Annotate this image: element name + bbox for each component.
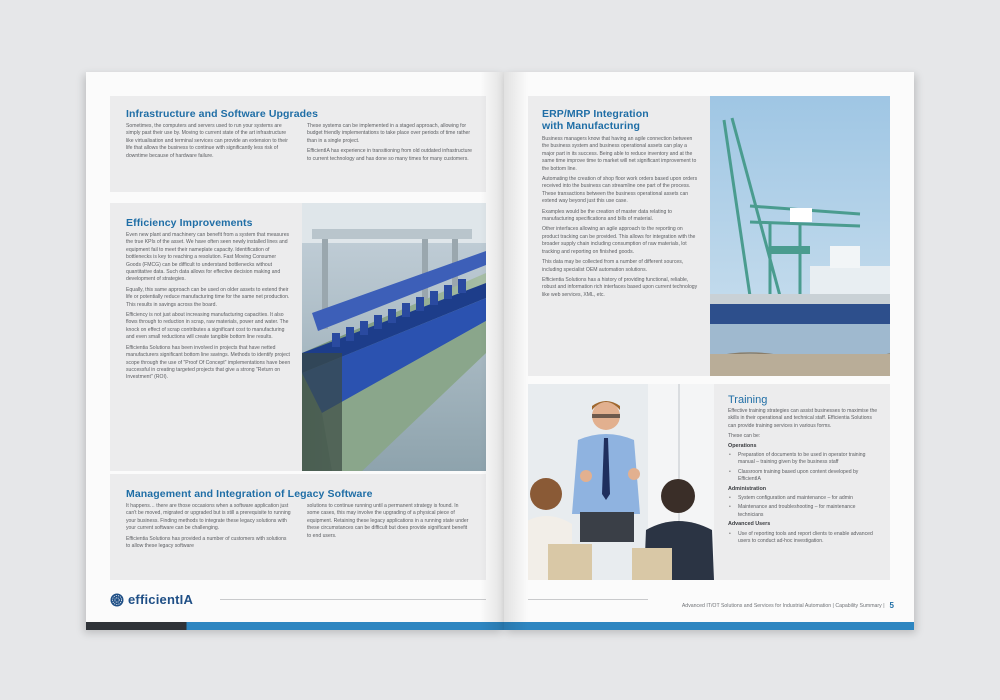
operations-list xyxy=(728,452,880,484)
list-item: • Use of reporting tools and report clients to enable advanced users to conduct ad-hoc investigation. xyxy=(728,531,880,546)
legacy-col2: solutions to continue running until a permanent strategy is found. In some cases, this may involve the upgrading of a physical piece of equipment. Retaining these legacy applications in a running state under these circumstances can be difficult but does provide significant benefit to end users. xyxy=(307,503,469,539)
erp-p2: Automating the creation of shop floor work orders based upon orders received into the business can streamline one part of the process. These transactions between the business operational assets can extend way beyond just this use case. xyxy=(542,176,698,205)
advanced-users-label: Advanced Users xyxy=(728,521,771,528)
erp-p1: Business managers know that having an agile connection between the business system and business operational assets can play a major part in its success. Being able to reduce inventory and at the same time improve time to market will net significant improvement to the bottom line. xyxy=(542,136,697,172)
legacy-col1-p1: It happens… there are those occasions when a software application just can't be moved, migrated or upgraded but is still a prerequisite to running your business. Finding methods to integrate these legacy solutions with your current software can be challenging. xyxy=(126,503,291,532)
administration-label: Administration xyxy=(728,485,767,492)
list-item: • Classroom training based upon content developed by EfficientIA xyxy=(728,469,880,484)
infrastructure-col1: Sometimes, the computers and servers used to run your systems are simply past their use by. Moving to current state of the art infrastructure like virtualisation and terminal services can provide an extension to their life that allows the business to continue with significantly less risk of downtime because of hardware failure. xyxy=(126,123,288,159)
logo-text: efficientIA xyxy=(128,592,194,607)
legacy-panel xyxy=(110,474,486,580)
erp-p5: This data may be collected from a number of different sources, including specialist OEM automation solutions. xyxy=(542,259,684,273)
efficiency-p3: Efficiency is not just about increasing manufacturing capacities. It also flows through to reduction in scrap, raw materials, power and water. The knock on effect of scrap contributes a significant cost to manufacturing and even small reductions will create tangible bottom line results. xyxy=(126,312,289,341)
erp-title-line1: ERP/MRP Integration xyxy=(542,108,649,120)
efficiency-title: Efficiency Improvements xyxy=(126,217,253,229)
operations-label: Operations xyxy=(728,442,757,449)
infrastructure-col2-p1: These systems can be implemented in a staged approach, allowing for budget friendly implementations to take place over periods of time rather than in a single project. xyxy=(307,123,471,144)
infrastructure-panel xyxy=(110,96,486,192)
left-page xyxy=(86,72,504,630)
erp-p6: Efficientia Solutions has a history of providing functional, reliable, robust and information rich interfaces based upon current technology like web services, XML, etc. xyxy=(542,276,698,298)
administration-list xyxy=(728,495,880,519)
brochure-spread xyxy=(86,72,914,630)
right-gutter-shadow xyxy=(504,72,528,630)
training-panel xyxy=(714,384,890,580)
erp-p4: Other interfaces allowing an agile approach to the reporting on product tracking can be provided. This allows for integration with the broader supply chain including consumption of raw materials, lot tracking and reporting on finished goods. xyxy=(542,226,696,255)
page-number: 5 xyxy=(889,601,894,610)
efficientia-logo xyxy=(110,592,193,607)
legacy-col1-p2: Efficientia Solutions has provided a number of customers with solutions to allow these legacy software xyxy=(126,535,287,550)
list-item: • Maintenance and troubleshooting – for maintenance technicians xyxy=(728,504,880,519)
infrastructure-col2-p2: EfficientIA has experience in transitioning from old outdated infrastructure to current technology and has done so many times for many customers. xyxy=(307,148,472,162)
efficiency-panel xyxy=(110,203,302,471)
right-footer-line xyxy=(528,599,648,600)
list-item: • System configuration and maintenance – for admin xyxy=(728,495,880,502)
left-footer-line xyxy=(220,599,486,600)
training-these: These can be: xyxy=(728,433,761,440)
list-item: • Preparation of documents to be used in operator training manual – training given by the business staff xyxy=(728,452,880,467)
port-crane-photo xyxy=(710,96,890,376)
bottling-line-photo xyxy=(302,203,486,471)
efficiency-p4: Efficientia Solutions has been involved in projects that have netted manufacturers significant bottom line savings. Methods to identify project scope through the use of "Proof Of Concept" implementations have been successful in creating targeted projects that give a strong "Return on Investment" (ROI). xyxy=(126,344,291,381)
erp-title-line2: with Manufacturing xyxy=(542,120,641,132)
left-color-strip xyxy=(86,622,504,630)
legacy-title: Management and Integration of Legacy Software xyxy=(126,488,373,500)
advanced-users-list xyxy=(728,531,880,546)
erp-p3: Examples would be the creation of master data relating to manufacturing specifications and bills of material. xyxy=(542,208,672,223)
globe-icon xyxy=(110,593,124,607)
right-page xyxy=(504,72,914,630)
efficiency-p2: Equally, this same approach can be used on older assets to extend their life or potentially reduce manufacturing time for the same net production. This results in savings across the board. xyxy=(126,286,290,308)
efficiency-p1: Even new plant and machinery can benefit from a system that measures the true KPIs of the asset. We have often seen newly installed lines and equipment fail to meet their nameplate capacity. Identification of bottlenecks is key to reaching a resolution. Fast Moving Consumer Goods (FMCG) can be difficult to understand bottlenecks without quantitative data. Such data allows for effective decision making and development of strategies. xyxy=(126,232,290,283)
right-color-strip xyxy=(504,622,914,630)
infrastructure-title: Infrastructure and Software Upgrades xyxy=(126,108,319,120)
erp-panel xyxy=(528,96,710,376)
right-footer xyxy=(682,601,894,610)
training-title: Training xyxy=(728,394,768,406)
left-gutter-shadow xyxy=(480,72,504,630)
training-photo xyxy=(528,384,714,580)
footer-text: Advanced IT/OT Solutions and Services for Industrial Automation | Capability Summary | xyxy=(681,602,885,609)
training-intro: Effective training strategies can assist businesses to maximise the skills in their operational and technical staff. Efficientia Solutions can provide training services in various forms. xyxy=(728,408,878,429)
